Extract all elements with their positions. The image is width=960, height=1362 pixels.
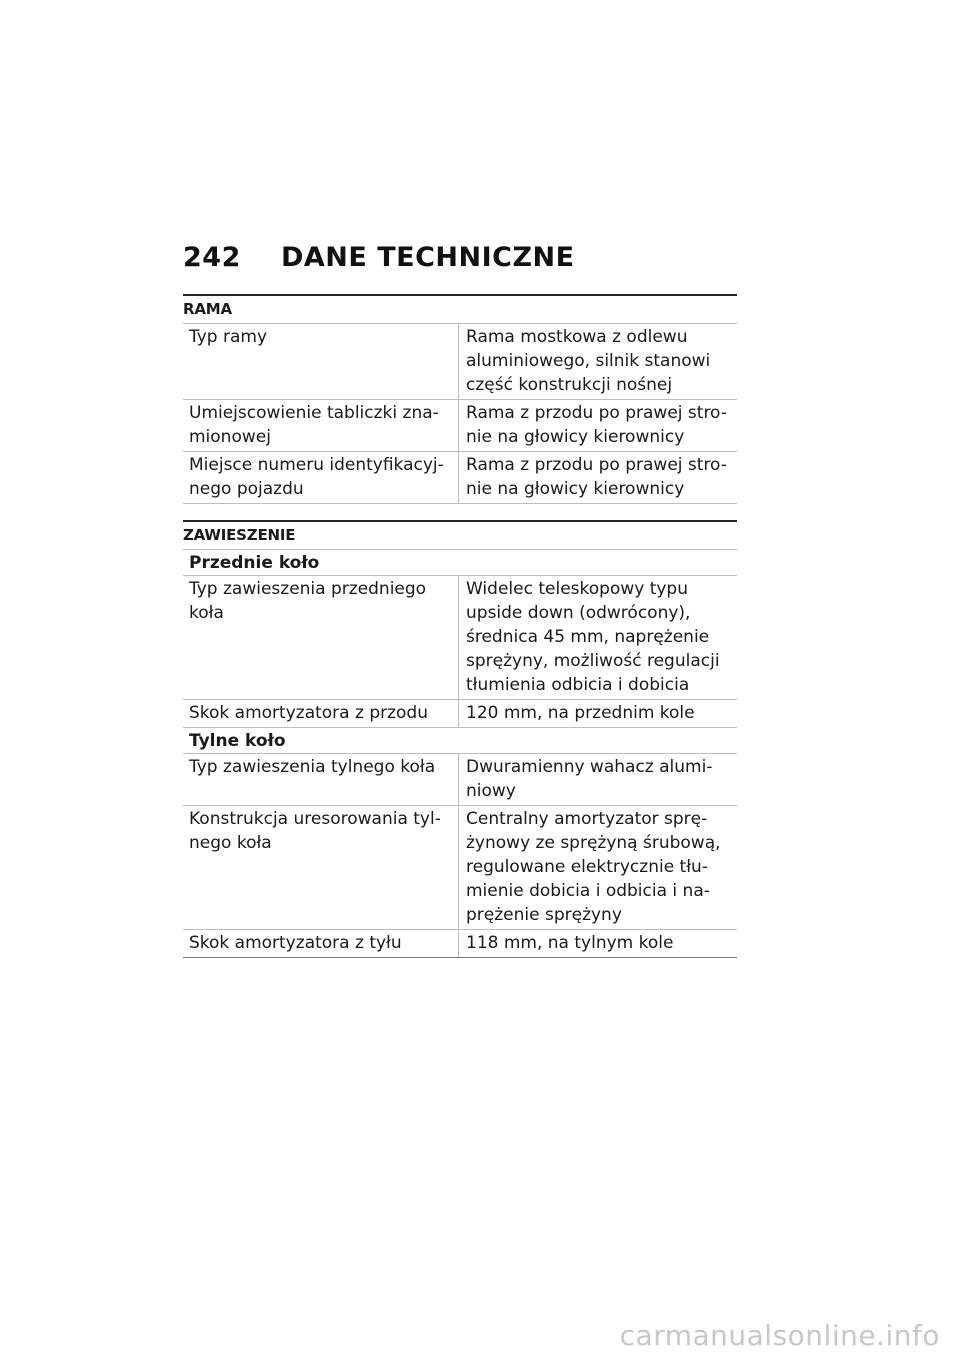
page-title: DANE TECHNICZNE	[281, 242, 575, 273]
section-title: RAMA	[183, 296, 737, 324]
table-row	[183, 806, 737, 930]
subsection-heading: Przednie koło	[183, 550, 737, 576]
section-rama	[183, 294, 737, 504]
table-row	[183, 700, 737, 728]
row-label: Konstrukcja uresorowania tyl-nego koła	[183, 806, 459, 929]
watermark: carmanualsonline.info	[619, 1319, 940, 1352]
section-zawieszenie	[183, 520, 737, 958]
row-value: Centralny amortyzator sprę-żynowy ze sprężyną śrubową, regulowane elektrycznie tłu-mienie dobicia i odbicia i na-prężenie sprężyny	[466, 809, 721, 925]
row-label: Typ zawieszenia przedniego koła	[183, 576, 459, 699]
table-row	[183, 930, 737, 958]
row-label: Umiejscowienie tabliczki zna-mionowej	[183, 400, 459, 451]
table-row	[183, 576, 737, 700]
table-row	[183, 754, 737, 806]
row-label: Skok amortyzatora z przodu	[183, 700, 459, 727]
row-label: Typ zawieszenia tylnego koła	[183, 754, 459, 805]
subsection-heading: Tylne koło	[183, 728, 737, 754]
row-value: 120 mm, na przednim kole	[466, 703, 695, 723]
row-label: Typ ramy	[183, 324, 459, 399]
spec-content	[183, 294, 737, 974]
row-value: Rama z przodu po prawej stro-nie na głowicy kierownicy	[466, 403, 727, 447]
page-number: 242	[183, 242, 241, 273]
table-row	[183, 400, 737, 452]
row-value: Rama z przodu po prawej stro-nie na głowicy kierownicy	[466, 455, 727, 499]
table-row	[183, 452, 737, 504]
page-header	[183, 242, 575, 273]
row-label: Miejsce numeru identyfikacyj-nego pojazdu	[183, 452, 459, 503]
row-label: Skok amortyzatora z tyłu	[183, 930, 459, 957]
section-title: ZAWIESZENIE	[183, 522, 737, 550]
row-value: Widelec teleskopowy typu upside down (odwrócony), średnica 45 mm, naprężenie sprężyny, możliwość regulacji tłumienia odbicia i dobicia	[466, 579, 720, 695]
table-row	[183, 324, 737, 400]
row-value: 118 mm, na tylnym kole	[466, 933, 674, 953]
row-value: Dwuramienny wahacz alumi-niowy	[466, 757, 713, 801]
row-value: Rama mostkowa z odlewu aluminiowego, silnik stanowi część konstrukcji nośnej	[466, 327, 711, 395]
